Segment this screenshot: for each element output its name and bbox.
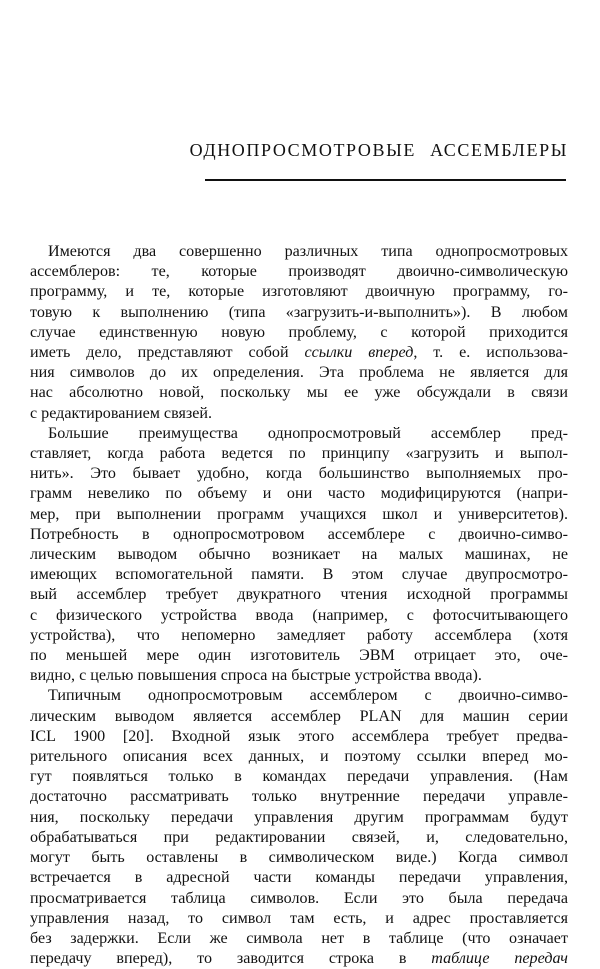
text-line: могут быть оставлены в символическом виде.) Когда символ — [30, 849, 568, 867]
text-line: лическим выводом обычно возникает на малых машинах, не — [30, 546, 568, 564]
text-line: видно, с целью повышения спроса на быстрые устройства ввода). — [30, 667, 482, 685]
text-line: управления назад, то символ там есть, и адрес проставляется — [30, 909, 568, 927]
text-line: случае единственную новую проблему, с которой приходится — [30, 323, 568, 341]
text-fragment: передачу вперед), то заводится строка в — [30, 950, 432, 968]
text-line: гут появляться только в командах передачи управления. (Нам — [30, 768, 568, 786]
text-line: ассемблеров: те, которые производят двоично-символическую — [30, 263, 568, 281]
text-line: товую к выполнению (типа «загрузить-и-выполнить»). В любом — [30, 303, 568, 321]
text-line: без задержки. Если же символа нет в таблице (что означает — [30, 929, 568, 947]
title-divider — [205, 179, 566, 181]
text-line: вый ассемблер требует двукратного чтения исходной программы — [30, 586, 568, 604]
text-line: нас абсолютно новой, поскольку мы ее уже обсуждали в связи — [30, 384, 568, 402]
body-text — [30, 242, 568, 969]
text-line — [30, 343, 568, 363]
text-line: с физического устройства ввода (например, с фотосчитывающего — [30, 606, 568, 624]
text-line: Типичным однопросмотровым ассемблером с двоично-симво- — [48, 687, 568, 705]
text-line: Большие преимущества однопросмотровый ассемблер пред- — [48, 424, 568, 442]
text-fragment: , т. е. использова- — [413, 344, 568, 362]
text-line: имеющих вспомогательной памяти. В этом случае двупросмотро- — [30, 566, 568, 584]
chapter-title: ОДНОПРОСМОТРОВЫЕ АССЕМБЛЕРЫ — [189, 140, 568, 160]
text-line: Потребность в однопросмотровом ассемблере с двоично-симво- — [30, 525, 568, 543]
text-fragment: иметь дело, представляют собой — [30, 344, 305, 362]
text-line: встречается в адресной части команды передачи управления, — [30, 869, 568, 887]
text-line: грамм невелико по объему и они часто модифицируются (напри- — [30, 485, 568, 503]
text-line: по меньшей мере один изготовитель ЭВМ отрицает это, оче- — [30, 647, 568, 665]
text-line: Имеются два совершенно различных типа однопросмотровых — [48, 243, 568, 260]
text-line: ния символов до их определения. Эта проблема не является для — [30, 364, 568, 382]
paragraph-1 — [30, 242, 568, 424]
text-line — [30, 949, 568, 969]
text-line: ставляет, когда работа ведется по принципу «загрузить и выпол- — [30, 445, 568, 463]
emphasis-term: ссылки вперед — [304, 344, 414, 362]
text-line: ICL 1900 [20]. Входной язык этого ассемблера требует предва- — [30, 727, 568, 745]
text-line: достаточно рассматривать только внутренние передачи управле- — [30, 788, 568, 806]
text-line: программу, и те, которые изготовляют двоичную программу, го- — [30, 283, 568, 301]
paragraph-3 — [30, 686, 568, 969]
text-line: ния, поскольку передачи управления другим программам будут — [30, 808, 568, 826]
text-line: рительного описания всех данных, и поэтому ссылки вперед мо- — [30, 748, 568, 766]
text-line: обрабатываться при редактировании связей, и, следовательно, — [30, 828, 568, 846]
text-line: просматривается таблица символов. Если это была передача — [30, 889, 568, 907]
text-line: лическим выводом является ассемблер PLAN для машин серии — [30, 707, 568, 725]
text-line: нить». Это бывает удобно, когда большинство выполняемых про- — [30, 465, 568, 483]
text-line: устройства), что непомерно замедляет работу ассемблера (хотя — [30, 626, 568, 644]
text-line: с редактированием связей. — [30, 404, 212, 422]
emphasis-term: таблице передач — [431, 950, 568, 968]
paragraph-2 — [30, 424, 568, 687]
text-line: мер, при выполнении программ учащихся школ и университетов). — [30, 505, 568, 523]
